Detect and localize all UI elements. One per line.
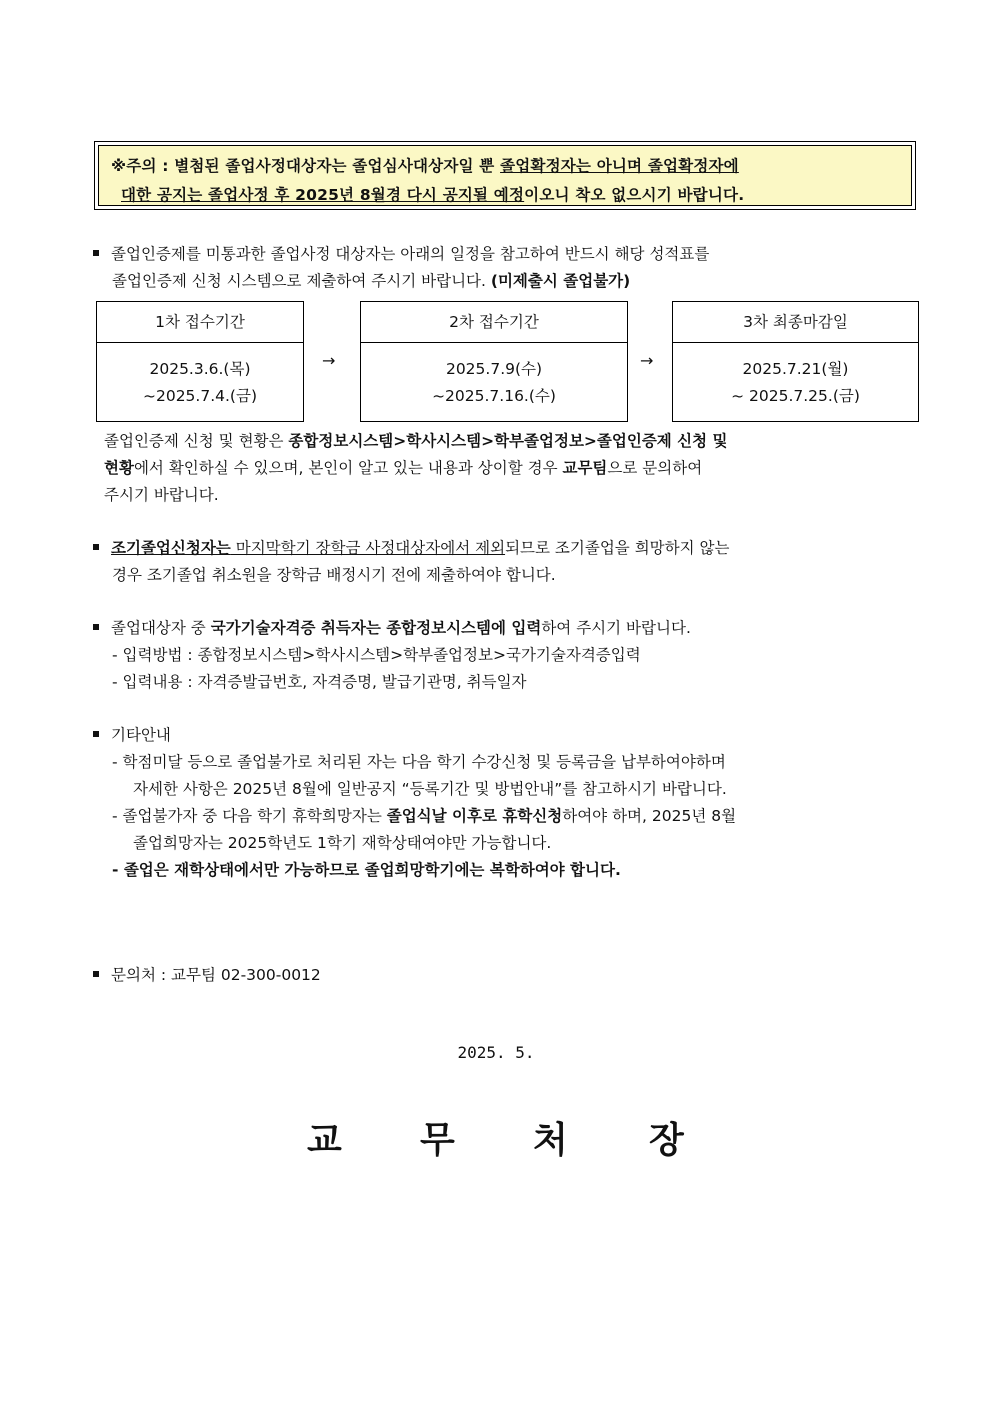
section4-sub-3: - 졸업은 재학상태에서만 가능하므로 졸업희망학기에는 복학하여야 합니다. [112,861,621,879]
notice-content [98,145,912,206]
schedule-title: 2차 접수기간 [361,302,627,343]
section4-sub-2-line-2: 졸업희망자는 2025학년도 1학기 재학상태여야만 가능합니다. [133,834,552,852]
section4-sub-1-line-1: - 학점미달 등으로 졸업불가로 처리된 자는 다음 학기 수강신청 및 등록금을 납부하여야하며 [112,753,726,771]
bullet-square-icon [93,971,99,977]
schedule-dates: 2025.3.6.(목) ~2025.7.4.(금) [142,360,257,405]
section1-after-1: 졸업인증제 신청 및 현황은 종합정보시스템>학사시스템>학부졸업정보>졸업인증제 신청 및 [104,432,728,450]
bullet-square-icon [93,544,99,550]
schedule-dates: 2025.7.21(월) ~ 2025.7.25.(금) [731,360,860,405]
signature-char-2: 무 [420,1119,455,1161]
bullet-square-icon [93,731,99,737]
section4-sub-1-line-2: 자세한 사항은 2025년 8월에 일반공지 “등록기간 및 방법안내”를 참고하시기 바랍니다. [133,780,727,798]
section1-line-1: 졸업인증제를 미통과한 졸업사정 대상자는 아래의 일정을 참고하여 반드시 해당 성적표를 [93,241,709,268]
schedule-title: 1차 접수기간 [97,302,303,343]
schedule-box-3 [672,301,919,422]
section1-after-2: 현황에서 확인하실 수 있으며, 본인이 알고 있는 내용과 상이할 경우 교무팀으로 문의하여 [104,459,703,477]
schedule-box-2 [360,301,628,422]
notice-box [94,141,916,210]
signature-char-3: 처 [533,1119,568,1161]
contact-line: 문의처 : 교무팀 02-300-0012 [93,962,321,989]
notice-line-1: ※주의 : 별첨된 졸업사정대상자는 졸업심사대상자일 뿐 졸업확정자는 아니며 졸업확정자에 [111,157,739,175]
section4-sub-2-line-1: - 졸업불가자 중 다음 학기 휴학희망자는 졸업식날 이후로 휴학신청하여야 하며, 2025년 8월 [112,807,737,825]
section3-sub-1: - 입력방법 : 종합정보시스템>학사시스템>학부졸업정보>국가기술자격증입력 [112,646,641,664]
document-date: 2025. 5. [457,1043,535,1062]
signature-char-1: 교 [307,1119,342,1161]
right-arrow-icon: → [322,351,336,370]
section3-line-1: 졸업대상자 중 국가기술자격증 취득자는 종합정보시스템에 입력하여 주시기 바랍니다. [93,615,691,642]
section2-line-1: 조기졸업신청자는 마지막학기 장학금 사정대상자에서 제외되므로 조기졸업을 희망하지 않는 [93,535,729,562]
section4-title: 기타안내 [93,722,171,749]
schedule-dates: 2025.7.9(수) ~2025.7.16.(수) [432,360,556,405]
section3-sub-2: - 입력내용 : 자격증발급번호, 자격증명, 발급기관명, 취득일자 [112,673,527,691]
right-arrow-icon: → [640,351,654,370]
bullet-square-icon [93,250,99,256]
section2-line-2: 경우 조기졸업 취소원을 장학금 배정시기 전에 제출하여야 합니다. [112,566,556,584]
signature-char-4: 장 [649,1119,684,1161]
section1-line-2: 졸업인증제 신청 시스템으로 제출하여 주시기 바랍니다. (미제출시 졸업불가) [112,272,631,290]
schedule-box-1 [96,301,304,422]
bullet-square-icon [93,624,99,630]
schedule-title: 3차 최종마감일 [673,302,918,343]
section1-after-3: 주시기 바랍니다. [104,486,219,504]
notice-line-2: 대한 공지는 졸업사정 후 2025년 8월경 다시 공지될 예정이오니 착오 없으시기 바랍니다. [121,186,745,204]
